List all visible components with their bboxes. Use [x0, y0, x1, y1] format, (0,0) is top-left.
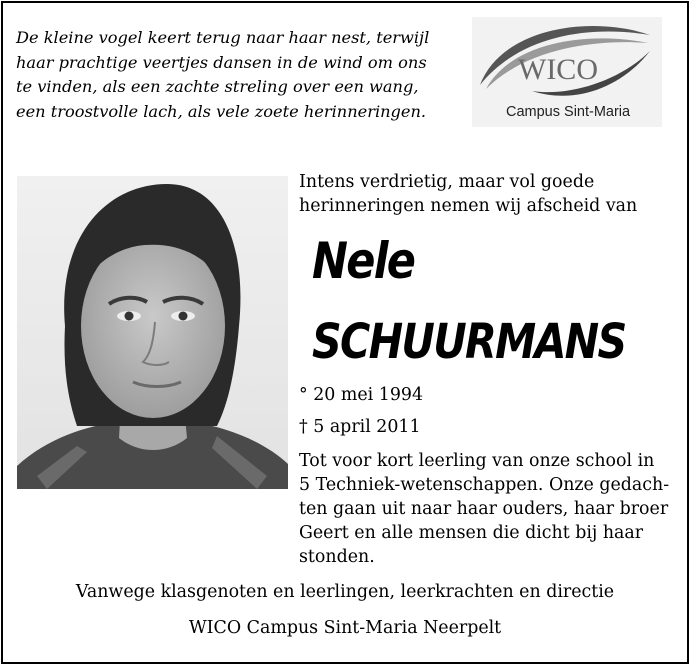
- intro-line: Intens verdrietig, maar vol goede: [299, 172, 595, 192]
- school-logo: [472, 17, 662, 127]
- poem-line: De kleine vogel keert terug naar haar nest, terwijl: [16, 28, 430, 47]
- message-line: stonden.: [299, 547, 375, 567]
- poem-line: haar prachtige veertjes dansen in de wind om ons: [16, 52, 427, 72]
- poem-line: een troostvolle lach, als vele zoete herinneringen.: [16, 101, 427, 121]
- logo-brand: WICO: [518, 53, 598, 86]
- message-line: Tot voor kort leerling van onze school in: [299, 451, 655, 471]
- message-text: [299, 449, 671, 569]
- intro-text: [299, 170, 637, 218]
- last-name: SCHUURMANS: [312, 314, 626, 370]
- portrait-photo: [17, 176, 288, 489]
- footer-signatories: Vanwege klasgenoten en leerlingen, leerkrachten en directie: [75, 582, 615, 602]
- poem-line: te vinden, als een zachte streling over een wang,: [16, 77, 419, 96]
- message-line: Geert en alle mensen die dicht bij haar: [299, 523, 644, 543]
- logo-subtitle: Campus Sint-Maria: [506, 104, 631, 120]
- first-name: Nele: [312, 232, 415, 290]
- message-line: ten gaan uit naar haar ouders, haar broer: [299, 499, 669, 519]
- birth-date: ° 20 mei 1994: [299, 385, 424, 405]
- footer-school: WICO Campus Sint-Maria Neerpelt: [188, 618, 502, 638]
- intro-line: herinneringen nemen wij afscheid van: [299, 196, 638, 216]
- poem: [16, 26, 466, 124]
- message-line: 5 Techniek-wetenschappen. Onze gedach-: [299, 475, 670, 495]
- death-date: † 5 april 2011: [299, 417, 421, 437]
